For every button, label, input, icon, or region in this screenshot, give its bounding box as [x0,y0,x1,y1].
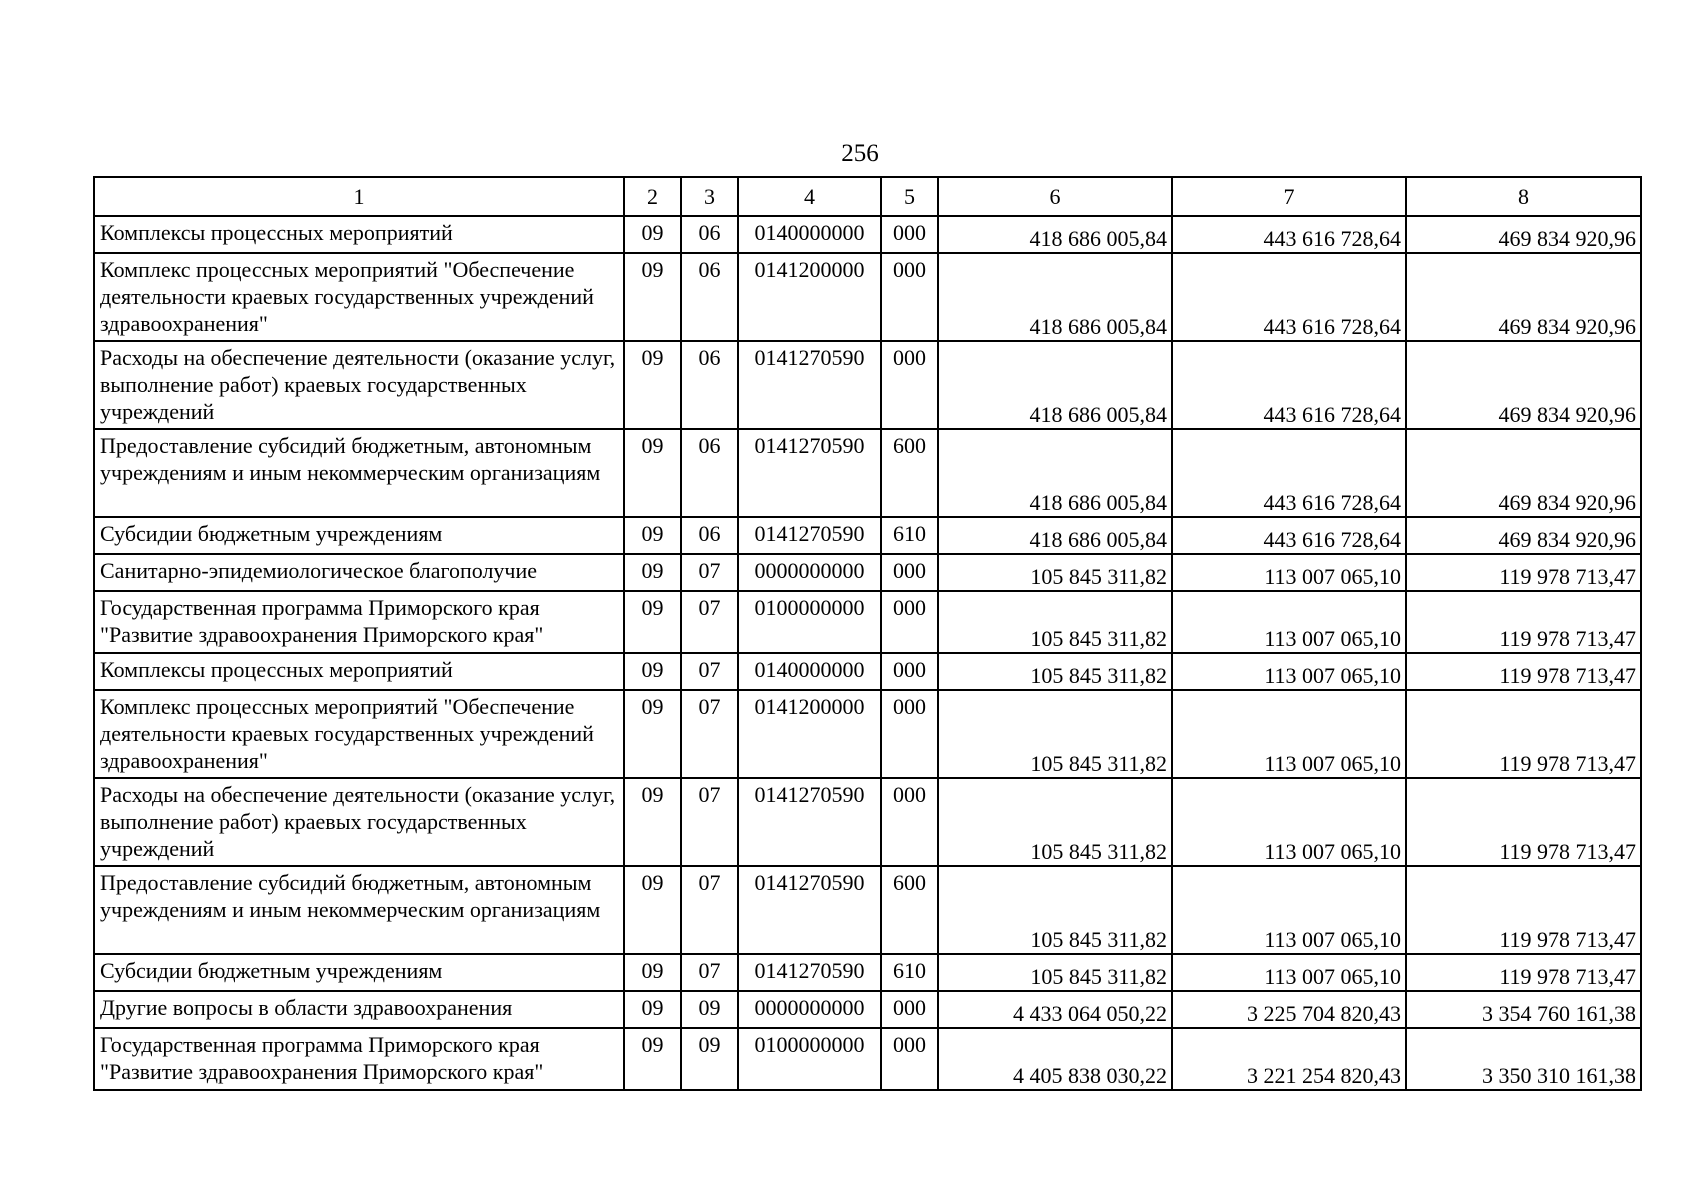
target-article-code: 0141270590 [738,866,881,954]
amount-col-8: 119 978 713,47 [1406,554,1641,591]
amount-col-7: 113 007 065,10 [1172,591,1406,653]
header-cell: 5 [881,177,938,216]
target-article-code: 0141200000 [738,690,881,778]
target-article-code: 0141270590 [738,778,881,866]
section-code: 09 [624,429,681,517]
section-code: 09 [624,517,681,554]
header-cell: 8 [1406,177,1641,216]
subsection-code: 09 [681,991,738,1028]
expense-type-code: 610 [881,517,938,554]
expense-type-code: 000 [881,253,938,341]
section-code: 09 [624,341,681,429]
table-row [94,517,1641,554]
header-cell: 4 [738,177,881,216]
amount-col-8: 119 978 713,47 [1406,778,1641,866]
section-code: 09 [624,1028,681,1090]
amount-col-6: 418 686 005,84 [938,216,1172,253]
budget-table [93,176,1642,1091]
amount-col-8: 3 350 310 161,38 [1406,1028,1641,1090]
amount-col-6: 418 686 005,84 [938,517,1172,554]
amount-col-6: 418 686 005,84 [938,341,1172,429]
table-row [94,653,1641,690]
amount-col-7: 113 007 065,10 [1172,653,1406,690]
amount-col-7: 113 007 065,10 [1172,554,1406,591]
amount-col-6: 105 845 311,82 [938,690,1172,778]
target-article-code: 0141270590 [738,954,881,991]
target-article-code: 0141270590 [738,429,881,517]
section-code: 09 [624,591,681,653]
expense-type-code: 000 [881,216,938,253]
expense-type-code: 000 [881,991,938,1028]
amount-col-6: 105 845 311,82 [938,591,1172,653]
header-cell: 2 [624,177,681,216]
amount-col-6: 418 686 005,84 [938,429,1172,517]
amount-col-6: 105 845 311,82 [938,653,1172,690]
subsection-code: 07 [681,690,738,778]
target-article-code: 0141270590 [738,341,881,429]
table-row [94,554,1641,591]
subsection-code: 06 [681,517,738,554]
section-code: 09 [624,866,681,954]
amount-col-8: 3 354 760 161,38 [1406,991,1641,1028]
row-name: Предоставление субсидий бюджетным, автономным учреждениям и иным некоммерческим организациям [94,866,624,954]
expense-type-code: 600 [881,429,938,517]
subsection-code: 07 [681,954,738,991]
subsection-code: 07 [681,778,738,866]
header-cell: 1 [94,177,624,216]
expense-type-code: 000 [881,591,938,653]
row-name: Субсидии бюджетным учреждениям [94,954,624,991]
table-row [94,954,1641,991]
expense-type-code: 600 [881,866,938,954]
amount-col-6: 418 686 005,84 [938,253,1172,341]
target-article-code: 0100000000 [738,591,881,653]
amount-col-6: 105 845 311,82 [938,954,1172,991]
target-article-code: 0000000000 [738,991,881,1028]
amount-col-7: 3 225 704 820,43 [1172,991,1406,1028]
amount-col-6: 105 845 311,82 [938,778,1172,866]
header-cell: 7 [1172,177,1406,216]
target-article-code: 0100000000 [738,1028,881,1090]
amount-col-8: 119 978 713,47 [1406,866,1641,954]
expense-type-code: 000 [881,778,938,866]
header-cell: 6 [938,177,1172,216]
amount-col-7: 3 221 254 820,43 [1172,1028,1406,1090]
row-name: Государственная программа Приморского края "Развитие здравоохранения Приморского края" [94,1028,624,1090]
amount-col-7: 113 007 065,10 [1172,954,1406,991]
amount-col-8: 119 978 713,47 [1406,954,1641,991]
amount-col-8: 469 834 920,96 [1406,216,1641,253]
target-article-code: 0141270590 [738,517,881,554]
table-row [94,591,1641,653]
amount-col-6: 105 845 311,82 [938,554,1172,591]
row-name: Комплекс процессных мероприятий "Обеспечение деятельности краевых государственных учреждений здравоохранения" [94,690,624,778]
header-row [94,177,1641,216]
subsection-code: 07 [681,591,738,653]
row-name: Субсидии бюджетным учреждениям [94,517,624,554]
amount-col-7: 443 616 728,64 [1172,517,1406,554]
subsection-code: 06 [681,429,738,517]
subsection-code: 07 [681,866,738,954]
subsection-code: 09 [681,1028,738,1090]
table-row [94,866,1641,954]
amount-col-8: 469 834 920,96 [1406,341,1641,429]
amount-col-7: 113 007 065,10 [1172,690,1406,778]
section-code: 09 [624,253,681,341]
subsection-code: 06 [681,341,738,429]
table-row [94,690,1641,778]
row-name: Другие вопросы в области здравоохранения [94,991,624,1028]
row-name: Расходы на обеспечение деятельности (оказание услуг, выполнение работ) краевых государственных учреждений [94,778,624,866]
section-code: 09 [624,653,681,690]
subsection-code: 07 [681,653,738,690]
expense-type-code: 000 [881,1028,938,1090]
amount-col-8: 119 978 713,47 [1406,591,1641,653]
target-article-code: 0141200000 [738,253,881,341]
amount-col-7: 443 616 728,64 [1172,216,1406,253]
table-row [94,1028,1641,1090]
section-code: 09 [624,991,681,1028]
amount-col-7: 113 007 065,10 [1172,866,1406,954]
table-row [94,778,1641,866]
expense-type-code: 000 [881,653,938,690]
expense-type-code: 610 [881,954,938,991]
section-code: 09 [624,554,681,591]
row-name: Комплексы процессных мероприятий [94,216,624,253]
amount-col-7: 113 007 065,10 [1172,778,1406,866]
row-name: Санитарно-эпидемиологическое благополучие [94,554,624,591]
expense-type-code: 000 [881,690,938,778]
table-row [94,991,1641,1028]
row-name: Предоставление субсидий бюджетным, автономным учреждениям и иным некоммерческим организациям [94,429,624,517]
amount-col-8: 119 978 713,47 [1406,690,1641,778]
expense-type-code: 000 [881,554,938,591]
table-row [94,341,1641,429]
amount-col-8: 469 834 920,96 [1406,429,1641,517]
amount-col-8: 119 978 713,47 [1406,653,1641,690]
row-name: Комплекс процессных мероприятий "Обеспечение деятельности краевых государственных учреждений здравоохранения" [94,253,624,341]
amount-col-7: 443 616 728,64 [1172,253,1406,341]
row-name: Государственная программа Приморского края "Развитие здравоохранения Приморского края" [94,591,624,653]
header-cell: 3 [681,177,738,216]
amount-col-6: 4 433 064 050,22 [938,991,1172,1028]
section-code: 09 [624,778,681,866]
page-number: 256 [841,140,879,167]
target-article-code: 0140000000 [738,653,881,690]
amount-col-6: 4 405 838 030,22 [938,1028,1172,1090]
table-row [94,253,1641,341]
target-article-code: 0000000000 [738,554,881,591]
section-code: 09 [624,954,681,991]
amount-col-6: 105 845 311,82 [938,866,1172,954]
subsection-code: 06 [681,253,738,341]
amount-col-7: 443 616 728,64 [1172,429,1406,517]
section-code: 09 [624,216,681,253]
target-article-code: 0140000000 [738,216,881,253]
subsection-code: 07 [681,554,738,591]
amount-col-8: 469 834 920,96 [1406,253,1641,341]
table-row [94,429,1641,517]
expense-type-code: 000 [881,341,938,429]
section-code: 09 [624,690,681,778]
row-name: Комплексы процессных мероприятий [94,653,624,690]
subsection-code: 06 [681,216,738,253]
table-row [94,216,1641,253]
amount-col-8: 469 834 920,96 [1406,517,1641,554]
row-name: Расходы на обеспечение деятельности (оказание услуг, выполнение работ) краевых государственных учреждений [94,341,624,429]
amount-col-7: 443 616 728,64 [1172,341,1406,429]
